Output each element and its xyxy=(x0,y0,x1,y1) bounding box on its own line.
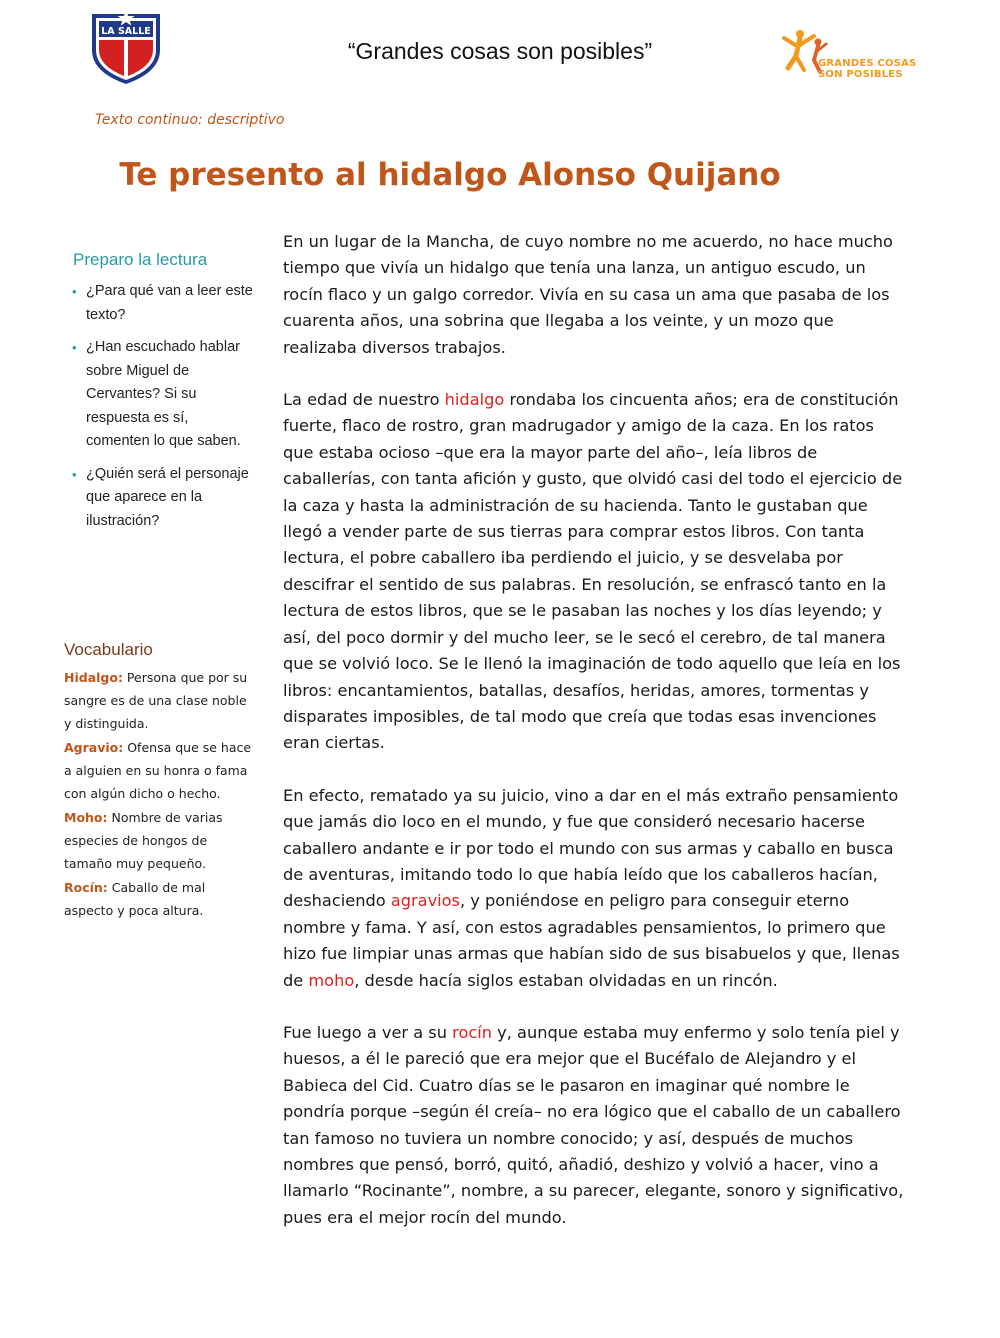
text-run: y, aunque estaba muy enfermo y solo tenía piel y huesos, a él le pareció que era mejor que el Bucéfalo de Alejandro y el Babieca del Cid. Cuatro días se le pasaron en imaginar qué nombre le pondría porque –según él creía– no era lógico que el caballo de un caballero tan famoso no tuviera un nombre conocido; y así, después de muchos nombres que pensó, borró, quitó, añadió, deshizo y volvió a hacer, vino a llamarlo “Rocinante”, nombre, a su parecer, elegante, sonoro y significativo, pues era el mejor rocín del mundo. xyxy=(283,1022,904,1227)
vocab-term: Rocín: xyxy=(64,880,108,895)
text-genre-label: Texto continuo: descriptivo xyxy=(95,112,285,128)
text-run: rondaba los cincuenta años; era de constitución fuerte, flaco de rostro, gran madrugador y amigo de la caza. En los ratos que estaba ocioso –que era la mayor parte del año–, leía libros de caballerías, con tanta afición y gusto, que olvidó casi del todo el ejercicio de la caza y hasta la administración de su hacienda. Tanto le gustaban que llegó a vender parte de sus tierras para comprar estos libros. Con tanta lectura, el pobre caballero iba perdiendo el juicio, y se desvelaba por descifrar el sentido de sus palabras. En resolución, se enfrascó tanto en la lectura de estos libros, que se le pasaban las noches y los días leyendo; y así, del poco dormir y del mucho leer, se le secó el cerebro, de tal manera que se volvió loco. Se le llenó la imaginación de todo aquello que leía en los libros: encantamientos, batallas, desafíos, heridas, amores, tormentas y disparates imposibles, de tal modo que creía que todas esas invenciones eran ciertas. xyxy=(283,390,903,753)
grandes-cosas-logo xyxy=(780,28,920,88)
vocab-entry xyxy=(64,736,254,805)
prep-question-list xyxy=(64,280,254,533)
text-run: Fue luego a ver a su xyxy=(283,1022,453,1042)
school-motto: “Grandes cosas son posibles” xyxy=(347,38,653,64)
text-run: La edad de nuestro xyxy=(283,390,445,410)
keyword-rocin: rocín xyxy=(452,1022,493,1042)
bullet-icon: • xyxy=(72,466,77,482)
keyword-agravios: agravios xyxy=(390,891,460,911)
story-text xyxy=(283,229,908,1257)
text-run: , y poniéndose en peligro para conseguir eterno nombre y fama. Y así, con estos agradables pensamientos, lo primero que hizo fue limpiar unas armas que habían sido de sus bisabuelos y que, llenas de xyxy=(283,891,900,990)
vocab-term: Hidalgo: xyxy=(64,670,123,685)
prep-reading-section xyxy=(64,250,254,542)
bullet-icon: • xyxy=(72,284,77,299)
text-run: En efecto, rematado ya su juicio, vino a dar en el más extraño pensamiento que jamás dio loco en el mundo, y fue que consideró necesario hacerse caballero andante e ir por todo el mundo con sus armas y caballo en busca de aventuras, imitando todo lo que había leído que los caballeros hacían, deshaciendo xyxy=(283,785,899,911)
story-paragraph-3 xyxy=(283,783,908,994)
list-item xyxy=(64,336,254,454)
prep-question: ¿Para qué van a leer este texto? xyxy=(86,283,253,323)
prep-question: ¿Quién será el personaje que aparece en la ilustración? xyxy=(86,465,249,529)
brand-logo-line2: SON POSIBLES xyxy=(818,69,903,80)
story-paragraph-4 xyxy=(283,1020,908,1231)
vocab-definition: Ofensa que se hace a alguien en su honra o fama con algún dicho o hecho. xyxy=(64,740,252,801)
list-item xyxy=(64,280,254,327)
vocab-entry xyxy=(64,806,254,875)
story-paragraph-1: En un lugar de la Mancha, de cuyo nombre no me acuerdo, no hace mucho tiempo que vivía un hidalgo que tenía una lanza, un antiguo escudo, un rocín flaco y un galgo corredor. Vivía en su casa un ama que pasaba de los cuarenta años, una sobrina que llegaba a los veinte, y un mozo que realizaba diversos trabajos. xyxy=(283,232,893,357)
vocab-definition: Persona que por su sangre es de una clase noble y distinguida. xyxy=(64,670,248,731)
keyword-hidalgo: hidalgo xyxy=(444,390,505,410)
logo-text: LA SALLE xyxy=(101,26,151,37)
vocab-entry xyxy=(64,876,254,922)
keyword-moho: moho xyxy=(308,970,355,990)
list-item xyxy=(64,463,254,534)
prep-heading: Preparo la lectura xyxy=(73,250,208,269)
bullet-icon: • xyxy=(72,340,77,355)
vocab-definition: Nombre de varias especies de hongos de tamaño muy pequeño. xyxy=(64,810,223,871)
vocab-term: Agravio: xyxy=(64,740,124,755)
text-run: , desde hacía siglos estaban olvidadas en un rincón. xyxy=(354,970,778,990)
vocab-term: Moho: xyxy=(64,810,108,825)
story-paragraph-2 xyxy=(283,387,908,757)
brand-logo-text xyxy=(818,58,916,80)
vocab-entry xyxy=(64,666,254,735)
page-title: Te presento al hidalgo Alonso Quijano xyxy=(119,157,781,193)
vocabulary-heading: Vocabulario xyxy=(64,640,153,659)
vocabulary-section xyxy=(64,640,254,923)
prep-question: ¿Han escuchado hablar sobre Miguel de Cervantes? Si su respuesta es sí, comenten lo que saben. xyxy=(86,339,241,449)
brand-logo-line1: GRANDES COSAS xyxy=(818,58,917,69)
vocab-definition: Caballo de mal aspecto y poca altura. xyxy=(64,880,206,918)
